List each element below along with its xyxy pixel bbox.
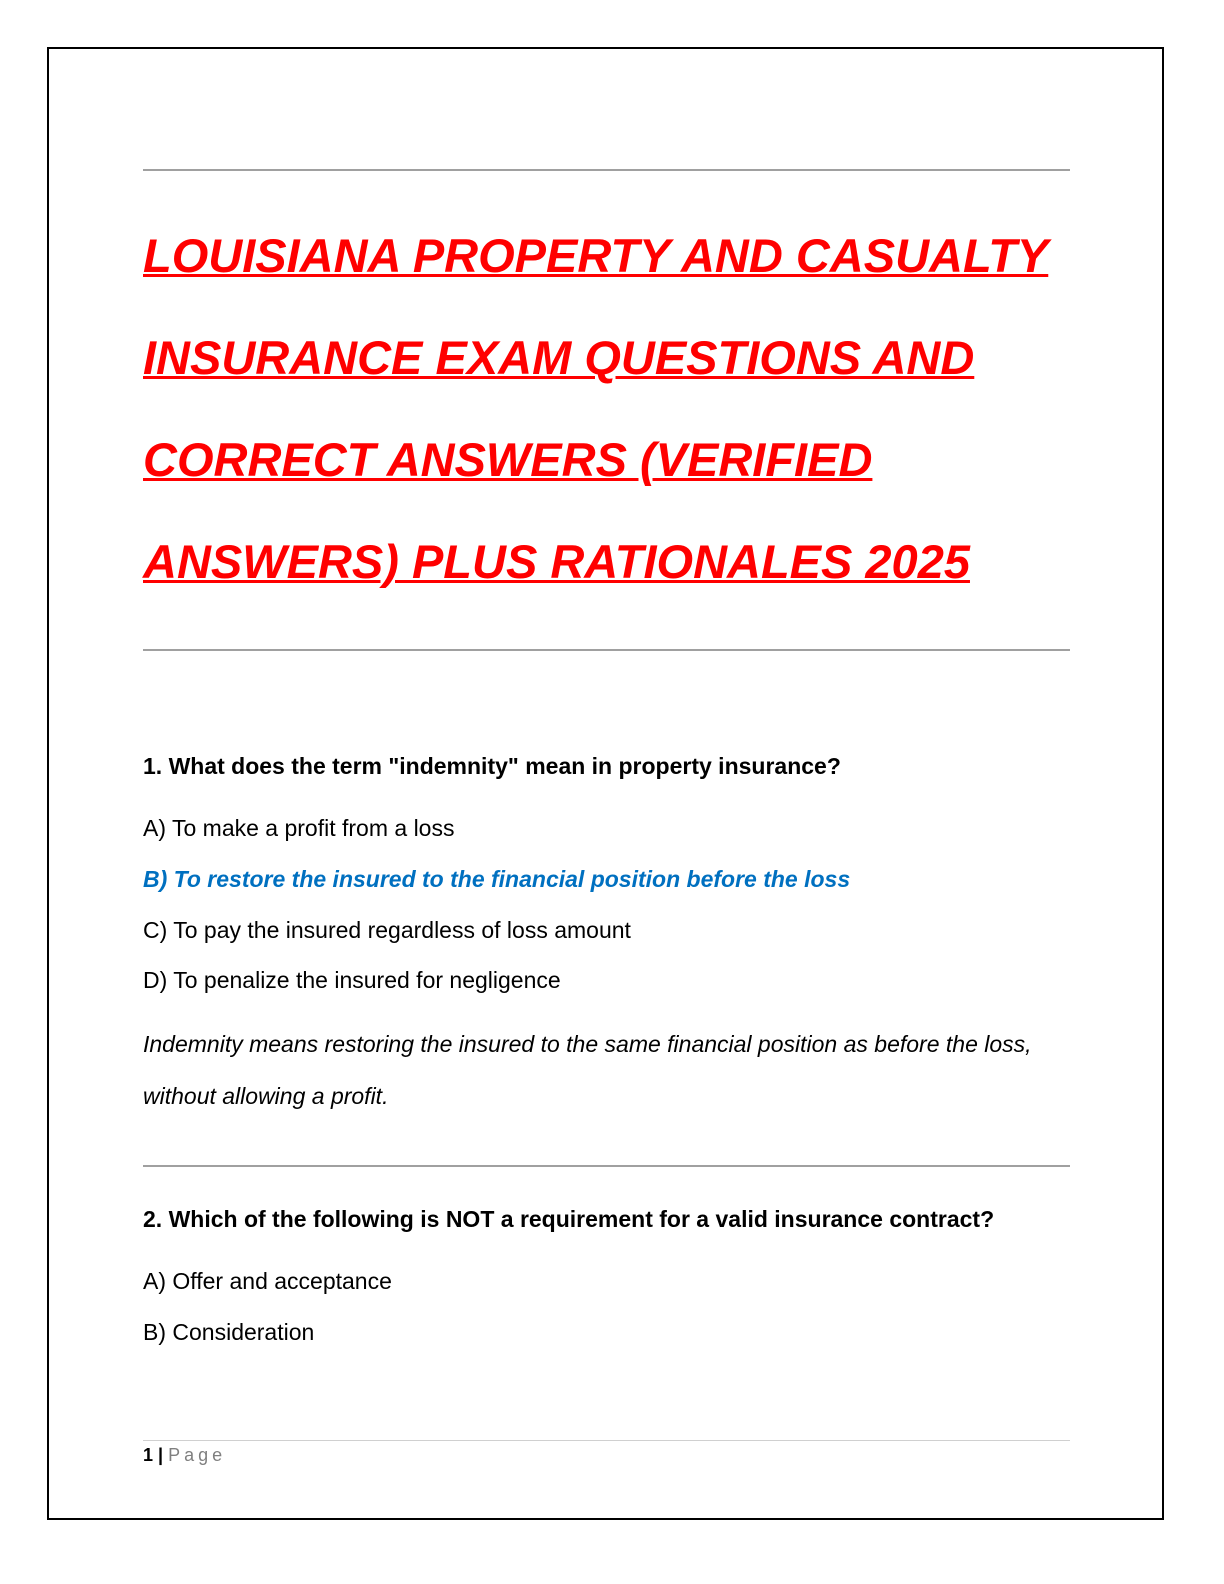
rationale: Indemnity means restoring the insured to the same financial position as before the loss, without allowing a profit. bbox=[143, 1031, 1032, 1109]
page-footer bbox=[143, 1445, 226, 1466]
option-a: A) Offer and acceptance bbox=[143, 1268, 392, 1294]
question-1: 1. What does the term "indemnity" mean in property insurance? bbox=[143, 753, 841, 779]
divider bbox=[143, 169, 1070, 171]
option-a: A) To make a profit from a loss bbox=[143, 815, 455, 841]
option-d: D) To penalize the insured for negligence bbox=[143, 967, 561, 993]
correct-answer: B) To restore the insured to the financial position before the loss bbox=[143, 866, 851, 892]
footer-divider bbox=[143, 1440, 1070, 1441]
title-line: LOUISIANA PROPERTY AND CASUALTY bbox=[143, 229, 1049, 282]
document-title bbox=[143, 205, 1143, 613]
title-line: INSURANCE EXAM QUESTIONS AND bbox=[143, 331, 975, 384]
page-number: 1 bbox=[143, 1445, 154, 1465]
divider bbox=[143, 1165, 1070, 1167]
separator: | bbox=[153, 1445, 169, 1465]
option-c: C) To pay the insured regardless of loss amount bbox=[143, 917, 631, 943]
title-line: CORRECT ANSWERS (VERIFIED bbox=[143, 433, 873, 486]
divider bbox=[143, 649, 1070, 651]
page-label: Page bbox=[168, 1445, 227, 1465]
question-2: 2. Which of the following is NOT a requirement for a valid insurance contract? bbox=[143, 1206, 995, 1232]
option-b: B) Consideration bbox=[143, 1319, 315, 1345]
title-line: ANSWERS) PLUS RATIONALES 2025 bbox=[143, 535, 970, 588]
